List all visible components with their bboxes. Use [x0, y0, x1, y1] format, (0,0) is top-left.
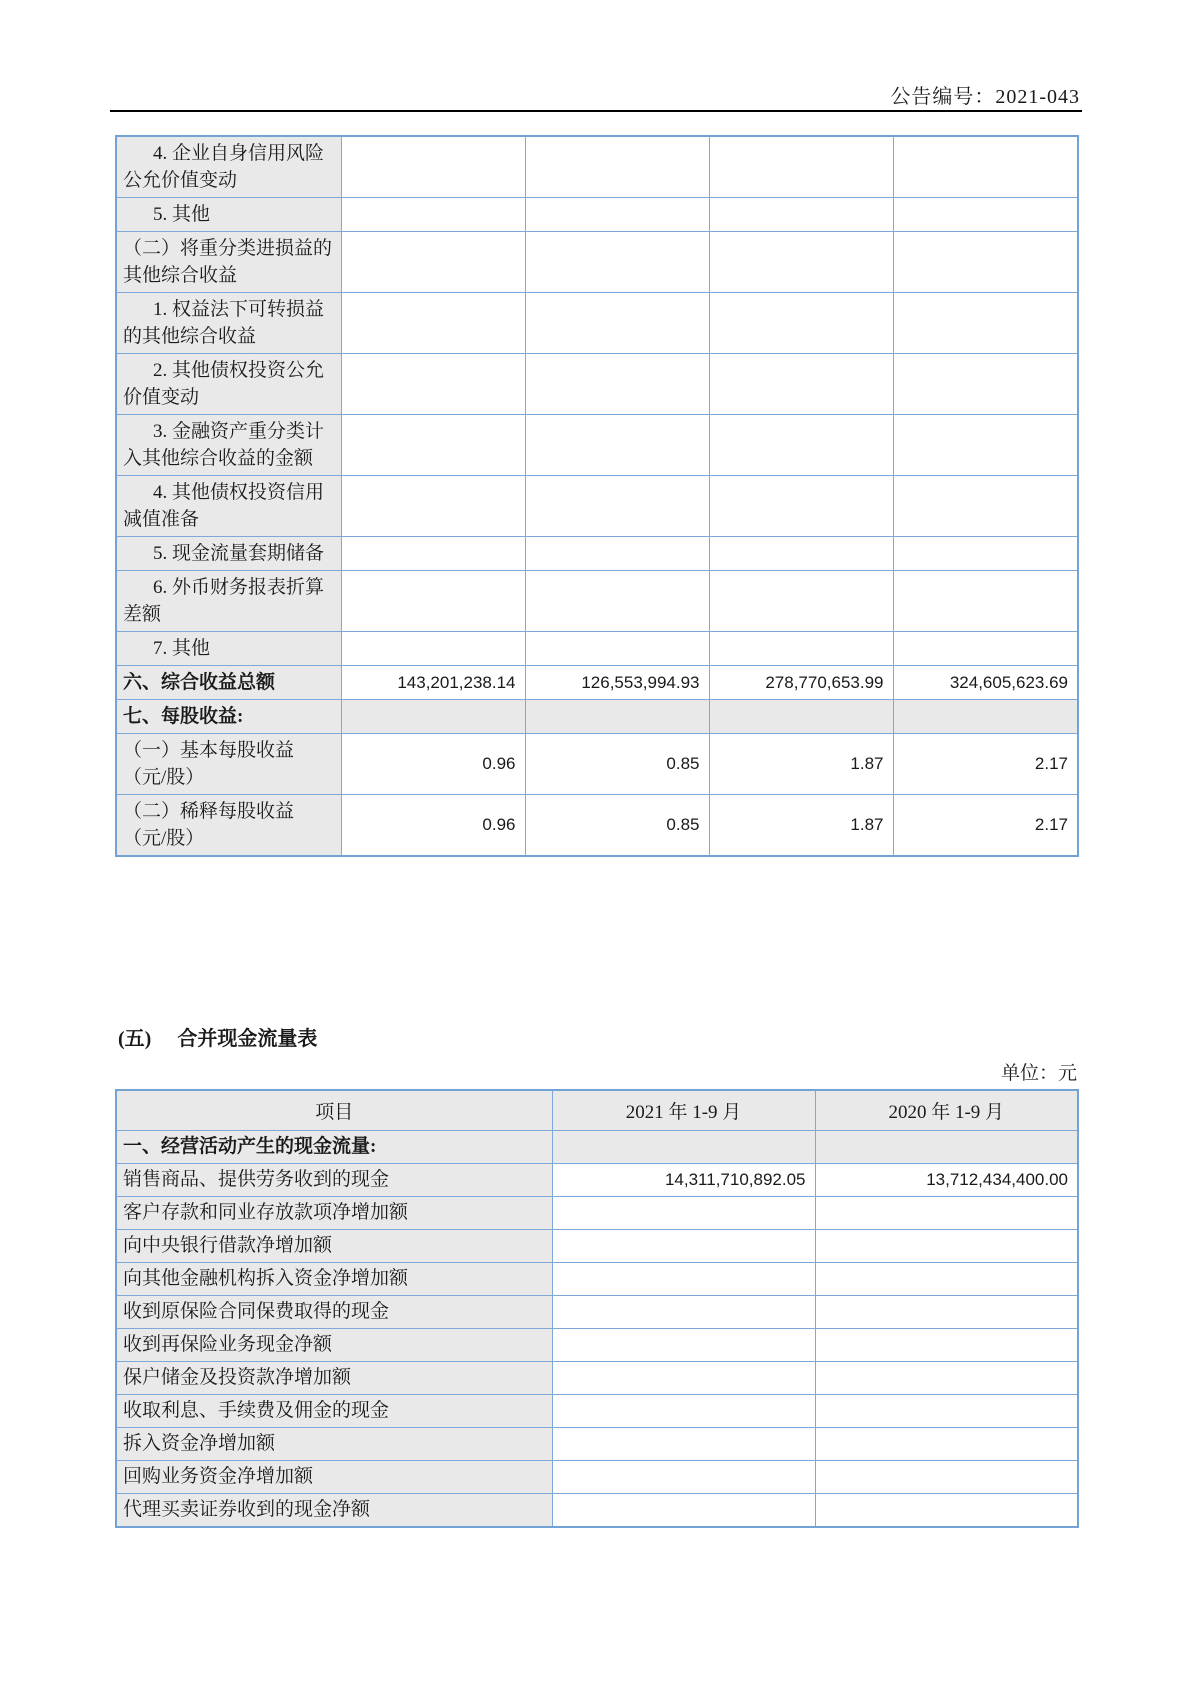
income-table-body [116, 136, 1078, 856]
cash-flow-table-row [116, 1131, 1078, 1164]
column-header-2020: 2020 年 1-9 月 [815, 1090, 1078, 1131]
row-label-cell: 拆入资金净增加额 [116, 1428, 552, 1461]
row-label-cell: 一、经营活动产生的现金流量: [116, 1131, 552, 1164]
row-label-cell: 6. 外币财务报表折算差额 [116, 571, 341, 632]
income-table-row [116, 232, 1078, 293]
income-table-row [116, 632, 1078, 666]
value-cell [341, 476, 525, 537]
value-cell: 2.17 [893, 734, 1078, 795]
income-statement-table [115, 135, 1079, 857]
cash-flow-table-body [116, 1131, 1078, 1528]
income-table-row [116, 666, 1078, 700]
value-cell: 1.87 [709, 734, 893, 795]
value-cell [893, 700, 1078, 734]
row-label-cell: 六、综合收益总额 [116, 666, 341, 700]
cash-flow-table-row [116, 1329, 1078, 1362]
value-cell: 324,605,623.69 [893, 666, 1078, 700]
section-number: (五) [118, 1028, 152, 1050]
row-label-cell: 保户储金及投资款净增加额 [116, 1362, 552, 1395]
value-cell [552, 1296, 815, 1329]
cash-flow-table-row [116, 1230, 1078, 1263]
row-label-cell: 七、每股收益: [116, 700, 341, 734]
cash-flow-table-row [116, 1362, 1078, 1395]
value-cell [525, 354, 709, 415]
value-cell [525, 632, 709, 666]
value-cell [341, 293, 525, 354]
row-label-cell: 1. 权益法下可转损益的其他综合收益 [116, 293, 341, 354]
value-cell [525, 198, 709, 232]
value-cell [709, 232, 893, 293]
value-cell [815, 1296, 1078, 1329]
value-cell: 14,311,710,892.05 [552, 1164, 815, 1197]
value-cell [815, 1329, 1078, 1362]
value-cell [815, 1461, 1078, 1494]
header-rule [110, 110, 1082, 112]
value-cell [341, 537, 525, 571]
value-cell [709, 354, 893, 415]
row-label-cell: 回购业务资金净增加额 [116, 1461, 552, 1494]
value-cell [893, 198, 1078, 232]
income-table-row [116, 293, 1078, 354]
cash-flow-table-row [116, 1164, 1078, 1197]
value-cell: 143,201,238.14 [341, 666, 525, 700]
column-header-2021: 2021 年 1-9 月 [552, 1090, 815, 1131]
value-cell [709, 537, 893, 571]
value-cell: 0.96 [341, 795, 525, 857]
value-cell: 0.85 [525, 795, 709, 857]
cash-flow-table-row [116, 1395, 1078, 1428]
value-cell [552, 1329, 815, 1362]
value-cell: 278,770,653.99 [709, 666, 893, 700]
value-cell [709, 415, 893, 476]
value-cell [341, 232, 525, 293]
value-cell: 13,712,434,400.00 [815, 1164, 1078, 1197]
row-label-cell: 5. 现金流量套期储备 [116, 537, 341, 571]
value-cell [893, 537, 1078, 571]
value-cell [709, 476, 893, 537]
row-label-cell: 5. 其他 [116, 198, 341, 232]
row-label-cell: 收到再保险业务现金净额 [116, 1329, 552, 1362]
cash-flow-table-row [116, 1428, 1078, 1461]
row-label-cell: （二）稀释每股收益（元/股） [116, 795, 341, 857]
value-cell [552, 1395, 815, 1428]
value-cell [552, 1263, 815, 1296]
value-cell [815, 1131, 1078, 1164]
income-table-row [116, 734, 1078, 795]
value-cell [552, 1197, 815, 1230]
value-cell [341, 354, 525, 415]
unit-label: 单位：元 [1000, 1063, 1077, 1084]
value-cell [525, 232, 709, 293]
value-cell [893, 415, 1078, 476]
value-cell [341, 136, 525, 198]
income-table-row [116, 537, 1078, 571]
row-label-cell: （二）将重分类进损益的其他综合收益 [116, 232, 341, 293]
income-table-row [116, 198, 1078, 232]
income-table-row [116, 700, 1078, 734]
column-header-item: 项目 [116, 1090, 552, 1131]
value-cell [525, 700, 709, 734]
value-cell [893, 476, 1078, 537]
value-cell [815, 1263, 1078, 1296]
value-cell [341, 632, 525, 666]
value-cell: 0.85 [525, 734, 709, 795]
value-cell [815, 1197, 1078, 1230]
value-cell [525, 293, 709, 354]
section-title-text: 合并现金流量表 [177, 1028, 318, 1050]
value-cell [815, 1428, 1078, 1461]
value-cell: 126,553,994.93 [525, 666, 709, 700]
value-cell [709, 571, 893, 632]
income-table-row [116, 795, 1078, 857]
value-cell [815, 1362, 1078, 1395]
value-cell: 1.87 [709, 795, 893, 857]
income-table-row [116, 136, 1078, 198]
cash-flow-table-row [116, 1461, 1078, 1494]
value-cell [815, 1395, 1078, 1428]
value-cell [525, 537, 709, 571]
row-label-cell: 客户存款和同业存放款项净增加额 [116, 1197, 552, 1230]
value-cell [893, 632, 1078, 666]
value-cell [893, 571, 1078, 632]
row-label-cell: （一）基本每股收益（元/股） [116, 734, 341, 795]
income-table-row [116, 354, 1078, 415]
value-cell [341, 415, 525, 476]
value-cell [893, 136, 1078, 198]
cash-flow-table-row [116, 1197, 1078, 1230]
cash-flow-header-row [116, 1090, 1078, 1131]
value-cell: 0.96 [341, 734, 525, 795]
income-table-row [116, 476, 1078, 537]
value-cell [815, 1230, 1078, 1263]
value-cell [525, 415, 709, 476]
row-label-cell: 销售商品、提供劳务收到的现金 [116, 1164, 552, 1197]
notice-number: 公告编号：2021-043 [890, 86, 1080, 108]
row-label-cell: 2. 其他债权投资公允价值变动 [116, 354, 341, 415]
value-cell [341, 571, 525, 632]
section-title [118, 1022, 317, 1051]
row-label-cell: 7. 其他 [116, 632, 341, 666]
value-cell [893, 354, 1078, 415]
value-cell [709, 293, 893, 354]
cash-flow-table [115, 1089, 1079, 1528]
value-cell [709, 136, 893, 198]
value-cell: 2.17 [893, 795, 1078, 857]
value-cell [552, 1230, 815, 1263]
row-label-cell: 收取利息、手续费及佣金的现金 [116, 1395, 552, 1428]
row-label-cell: 3. 金融资产重分类计入其他综合收益的金额 [116, 415, 341, 476]
income-table-row [116, 415, 1078, 476]
value-cell [709, 700, 893, 734]
row-label-cell: 代理买卖证券收到的现金净额 [116, 1494, 552, 1528]
row-label-cell: 向中央银行借款净增加额 [116, 1230, 552, 1263]
value-cell [552, 1131, 815, 1164]
value-cell [709, 632, 893, 666]
cash-flow-table-row [116, 1263, 1078, 1296]
value-cell [815, 1494, 1078, 1528]
row-label-cell: 4. 其他债权投资信用减值准备 [116, 476, 341, 537]
row-label-cell: 收到原保险合同保费取得的现金 [116, 1296, 552, 1329]
value-cell [341, 198, 525, 232]
value-cell [525, 571, 709, 632]
cash-flow-table-row [116, 1494, 1078, 1528]
value-cell [552, 1428, 815, 1461]
value-cell [341, 700, 525, 734]
row-label-cell: 4. 企业自身信用风险公允价值变动 [116, 136, 341, 198]
value-cell [893, 293, 1078, 354]
value-cell [709, 198, 893, 232]
value-cell [893, 232, 1078, 293]
value-cell [552, 1362, 815, 1395]
row-label-cell: 向其他金融机构拆入资金净增加额 [116, 1263, 552, 1296]
value-cell [552, 1461, 815, 1494]
income-table-row [116, 571, 1078, 632]
value-cell [552, 1494, 815, 1528]
cash-flow-table-row [116, 1296, 1078, 1329]
value-cell [525, 136, 709, 198]
value-cell [525, 476, 709, 537]
